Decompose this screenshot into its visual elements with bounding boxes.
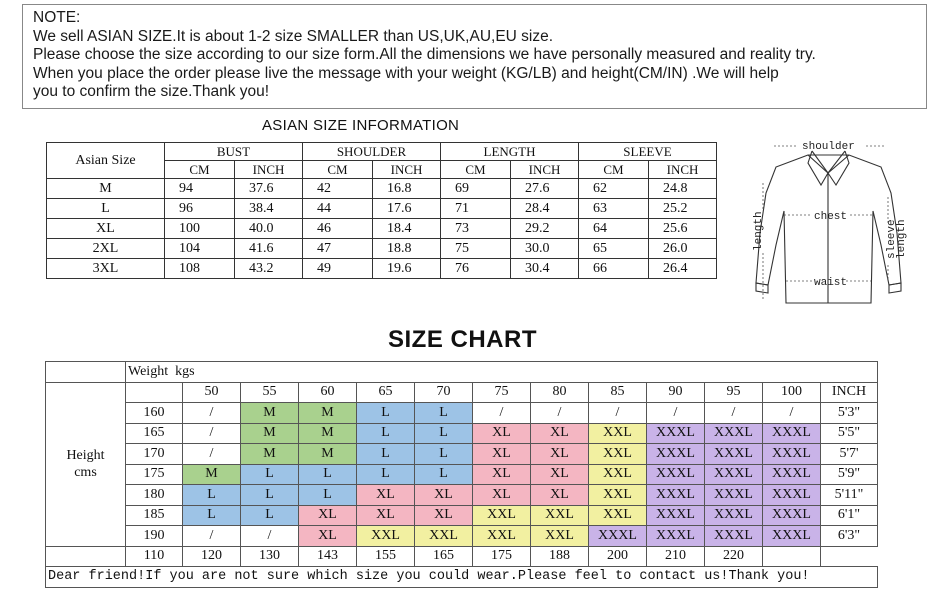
size-label: XL [47,219,165,239]
table-row [47,199,717,219]
size-cell: L [241,485,299,506]
unit-header: CM [165,161,235,179]
diagram-sleeve-length-label [886,219,908,259]
size-cell: XXXL [763,423,821,444]
size-cell: M [299,403,357,424]
measurement-cell: 19.6 [373,259,441,279]
measurement-cell: 30.4 [511,259,579,279]
measurement-cell: 25.6 [649,219,717,239]
size-cell: XXXL [763,444,821,465]
size-label: 2XL [47,239,165,259]
size-cell: XXL [589,485,647,506]
height-inch-cell: 6'3" [821,526,878,547]
measurement-cell: 108 [165,259,235,279]
size-cell: XL [473,464,531,485]
measurement-cell: 26.0 [649,239,717,259]
height-label-cell [46,382,126,546]
measurement-cell: 29.2 [511,219,579,239]
measurement-cell: 69 [441,179,511,199]
size-cell: XXXL [763,505,821,526]
blank-cell [126,382,183,403]
note-line: you to confirm the size.Thank you! [33,83,270,100]
size-cell: L [357,464,415,485]
weight-lb-cell: 200 [589,546,647,567]
shirt-measurement-diagram [746,133,921,318]
size-cell: XL [299,505,357,526]
table-row [46,464,878,485]
height-cm-cell: 160 [126,403,183,424]
measurement-cell: 24.8 [649,179,717,199]
size-cell: XXL [531,526,589,547]
diagram-waist-label: waist [814,277,848,289]
table-row [47,239,717,259]
size-chart-table [45,361,878,588]
size-cell: / [647,403,705,424]
measurement-cell: 100 [165,219,235,239]
measurement-cell: 62 [579,179,649,199]
size-cell: XXXL [647,464,705,485]
group-header: SLEEVE [579,143,717,161]
measurement-cell: 63 [579,199,649,219]
measurement-cell: 49 [303,259,373,279]
height-label: Height [66,448,105,463]
size-cell: XL [531,485,589,506]
note-line: Please choose the size according to our size form.All the dimensions we have personally measured and reality try. [33,46,816,63]
diagram-shoulder-label: shoulder [802,141,855,153]
footer-message: Dear friend!If you are not sure which size you could wear.Please feel to contact us!Thank you! [46,567,878,588]
height-inch-cell: 5'9" [821,464,878,485]
unit-header: CM [303,161,373,179]
size-cell: XXXL [705,464,763,485]
measurement-cell: 76 [441,259,511,279]
height-inch-cell: 6'1" [821,505,878,526]
size-cell: M [241,403,299,424]
size-cell: XL [357,485,415,506]
weight-lb-cell: 210 [647,546,705,567]
height-cm-cell: 185 [126,505,183,526]
weight-kg-header: 90 [647,382,705,403]
size-cell: L [415,403,473,424]
size-cell: L [299,464,357,485]
table-row [46,423,878,444]
table-row [46,403,878,424]
asian-size-header: Asian Size [47,143,165,179]
size-cell: L [241,464,299,485]
diagram-chest-label: chest [814,211,848,223]
weight-kg-header: 85 [589,382,647,403]
unit-header: INCH [373,161,441,179]
asian-size-title: ASIAN SIZE INFORMATION [262,117,460,134]
blank-cell [46,546,126,567]
size-label: L [47,199,165,219]
size-cell: / [473,403,531,424]
size-cell: XL [473,423,531,444]
size-cell: XXXL [705,423,763,444]
height-cm-cell: 165 [126,423,183,444]
size-cell: / [589,403,647,424]
size-cell: L [357,403,415,424]
size-cell: XXL [473,505,531,526]
measurement-cell: 41.6 [235,239,303,259]
height-inch-cell: 5'7' [821,444,878,465]
weight-kg-header: 60 [299,382,357,403]
size-cell: XXXL [705,526,763,547]
size-cell: L [415,464,473,485]
weight-lb-cell: 220 [705,546,763,567]
size-cell: / [763,403,821,424]
size-cell: XXXL [647,423,705,444]
size-cell: L [357,423,415,444]
size-cell: / [705,403,763,424]
measurement-cell: 40.0 [235,219,303,239]
group-header: SHOULDER [303,143,441,161]
size-label: M [47,179,165,199]
size-cell: XXXL [647,485,705,506]
size-cell: / [183,423,241,444]
measurement-cell: 94 [165,179,235,199]
measurement-cell: 26.4 [649,259,717,279]
size-cell: XXXL [647,444,705,465]
height-inch-cell: 5'5" [821,423,878,444]
measurement-cell: 104 [165,239,235,259]
measurement-cell: 47 [303,239,373,259]
height-cm-cell: 190 [126,526,183,547]
size-cell: XXL [357,526,415,547]
size-cell: M [241,444,299,465]
size-cell: XXL [589,464,647,485]
size-cell: M [299,423,357,444]
height-cm-cell: 175 [126,464,183,485]
size-cell: XXL [589,505,647,526]
weight-lb-cell: 120 [183,546,241,567]
size-cell: / [531,403,589,424]
weight-lb-cell: 155 [357,546,415,567]
corner-cell [46,362,126,383]
diagram-length-label: length [753,211,765,251]
measurement-cell: 71 [441,199,511,219]
weight-lb-cell: 188 [531,546,589,567]
table-row [46,444,878,465]
size-label: 3XL [47,259,165,279]
note-box [22,4,927,109]
measurement-cell: 17.6 [373,199,441,219]
size-cell: XL [531,423,589,444]
unit-header: CM [441,161,511,179]
weight-lb-cell: 175 [473,546,531,567]
table-row [47,179,717,199]
size-cell: L [415,444,473,465]
size-cell: XXXL [705,485,763,506]
size-cell: L [415,423,473,444]
group-header: LENGTH [441,143,579,161]
weight-lb-cell: 165 [415,546,473,567]
size-cell: XXXL [763,464,821,485]
asian-size-table [46,142,717,279]
measurement-cell: 64 [579,219,649,239]
size-cell: / [183,526,241,547]
size-cell: / [183,403,241,424]
size-cell: XXXL [647,505,705,526]
size-cell: XXXL [589,526,647,547]
unit-header: INCH [649,161,717,179]
size-cell: XXXL [705,505,763,526]
size-cell: XL [299,526,357,547]
weight-kg-header: 65 [357,382,415,403]
size-cell: L [183,505,241,526]
weight-kg-header: 55 [241,382,299,403]
size-cell: XL [473,485,531,506]
measurement-cell: 44 [303,199,373,219]
weight-kg-header: 50 [183,382,241,403]
weight-lb-cell: 130 [241,546,299,567]
weight-kg-header: 100 [763,382,821,403]
measurement-cell: 96 [165,199,235,219]
size-cell: XXL [473,526,531,547]
weight-label: Weight kgs [126,362,878,383]
measurement-cell: 27.6 [511,179,579,199]
size-cell: XXXL [647,526,705,547]
size-cell: XXXL [705,444,763,465]
height-cm-cell: 180 [126,485,183,506]
unit-header: INCH [511,161,579,179]
height-inch-cell: 5'3" [821,403,878,424]
unit-header: CM [579,161,649,179]
measurement-cell: 43.2 [235,259,303,279]
table-row [46,485,878,506]
height-inch-cell: 5'11" [821,485,878,506]
size-cell: XXL [415,526,473,547]
size-cell: XXL [589,444,647,465]
measurement-cell: 42 [303,179,373,199]
weight-kg-header: 95 [705,382,763,403]
size-cell: / [241,526,299,547]
size-cell: M [299,444,357,465]
sleeve-word: sleeve [886,219,898,259]
note-line: When you place the order please live the message with your weight (KG/LB) and height(CM/IN) .We will help [33,64,779,82]
height-unit-label: cms [74,465,97,480]
size-cell: XXXL [763,526,821,547]
inch-header: INCH [821,382,878,403]
height-cm-cell: 170 [126,444,183,465]
length-word: length [896,219,908,259]
weight-lb-cell: 110 [126,546,183,567]
unit-header: INCH [235,161,303,179]
size-cell: / [183,444,241,465]
measurement-cell: 18.8 [373,239,441,259]
note-title: NOTE: [33,9,81,26]
size-cell: XXL [589,423,647,444]
size-cell: XL [473,444,531,465]
note-line: We sell ASIAN SIZE.It is about 1-2 size SMALLER than US,UK,AU,EU size. [33,27,554,45]
size-cell: XXXL [763,485,821,506]
measurement-cell: 73 [441,219,511,239]
table-row [46,526,878,547]
measurement-cell: 66 [579,259,649,279]
size-cell: XL [357,505,415,526]
size-cell: XL [415,485,473,506]
blank-cell [763,546,821,567]
measurement-cell: 18.4 [373,219,441,239]
table-row [47,219,717,239]
weight-kg-header: 75 [473,382,531,403]
size-cell: M [241,423,299,444]
size-cell: L [183,485,241,506]
measurement-cell: 28.4 [511,199,579,219]
weight-kg-header: 70 [415,382,473,403]
group-header: BUST [165,143,303,161]
size-cell: XL [531,444,589,465]
measurement-cell: 46 [303,219,373,239]
measurement-cell: 25.2 [649,199,717,219]
size-cell: L [299,485,357,506]
size-chart-title: SIZE CHART [388,326,537,353]
size-cell: XL [531,464,589,485]
size-cell: L [241,505,299,526]
measurement-cell: 30.0 [511,239,579,259]
measurement-cell: 75 [441,239,511,259]
size-cell: XL [415,505,473,526]
size-cell: M [183,464,241,485]
size-cell: L [357,444,415,465]
weight-lb-cell: 143 [299,546,357,567]
measurement-cell: 38.4 [235,199,303,219]
measurement-cell: 65 [579,239,649,259]
measurement-cell: 16.8 [373,179,441,199]
table-row [47,259,717,279]
measurement-cell: 37.6 [235,179,303,199]
table-row [46,505,878,526]
weight-kg-header: 80 [531,382,589,403]
size-cell: XXL [531,505,589,526]
